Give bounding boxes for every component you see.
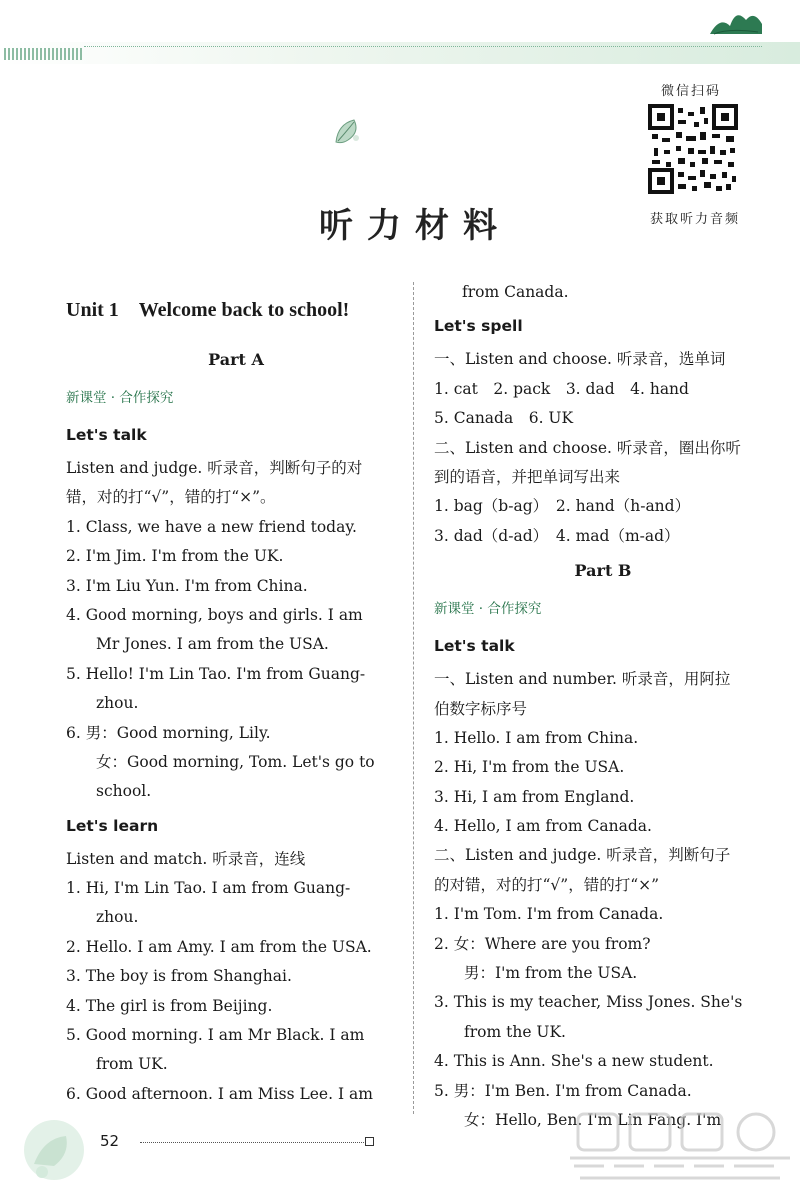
list-item: 6. Good afternoon. I am Miss Lee. I am	[66, 1084, 373, 1103]
list-item: 1. bag（b-ag） 2. hand（h-and）	[434, 497, 691, 516]
corner-decoration-icon	[14, 1108, 90, 1184]
instruction-text: 的对错，对的打“√”，错的打“×”	[434, 875, 660, 894]
qr-label: 微信扫码	[660, 84, 721, 99]
list-item: 2. Hi, I'm from the USA.	[434, 758, 625, 777]
list-item-continued: from the UK.	[464, 1022, 566, 1041]
list-item: 1. Hello. I am from China.	[434, 728, 639, 747]
left-column	[66, 278, 406, 1109]
list-item-continued: 女：Hello, Ben. I'm Lin Fang. I'm	[464, 1110, 722, 1129]
lets-talk-heading: Let's talk	[66, 426, 147, 444]
list-item: 3. I'm Liu Yun. I'm from China.	[66, 576, 308, 595]
instruction-text: 到的语音，并把单词写出来	[434, 467, 621, 486]
lets-learn-heading: Let's learn	[66, 816, 159, 835]
right-column	[434, 278, 772, 1135]
list-item-continued: from UK.	[96, 1055, 168, 1074]
lets-talk-heading: Let's talk	[434, 637, 515, 656]
instruction-text: Listen and judge. 听录音，判断句子的对	[66, 459, 363, 477]
list-item-continued: from Canada.	[462, 283, 569, 301]
instruction-text: 一、Listen and choose. 听录音，选单词	[434, 350, 726, 369]
instruction-text: Listen and match. 听录音，连线	[66, 849, 306, 868]
instruction-text: 一、Listen and number. 听录音，用阿拉	[434, 670, 731, 689]
list-item-continued: zhou.	[96, 694, 139, 713]
list-item: 3. dad（d-ad） 4. mad（m-ad）	[434, 526, 680, 545]
list-item: 2. Hello. I am Amy. I am from the USA.	[66, 937, 372, 956]
list-item-continued: 男：I'm from the USA.	[464, 964, 638, 983]
watermark-logo-icon	[560, 1108, 800, 1186]
footer-square-mark	[365, 1137, 374, 1146]
list-item: 5. Hello! I'm Lin Tao. I'm from Guang-	[66, 664, 366, 683]
header-stripe-decoration	[4, 48, 82, 60]
list-item: 6. 男：Good morning, Lily.	[66, 723, 271, 742]
list-item-continued: Mr Jones. I am from the USA.	[96, 635, 329, 654]
part-a-title: Part A	[208, 350, 264, 369]
instruction-text: 错，对的打“√”，错的打“×”。	[66, 488, 276, 507]
footer-dotted-line	[140, 1142, 364, 1143]
list-item: 3. Hi, I am from England.	[434, 787, 635, 806]
list-item: 2. 女：Where are you from?	[434, 934, 651, 953]
list-item: 1. Class, we have a new friend today.	[66, 517, 357, 536]
header-dotted-line	[84, 46, 762, 47]
list-item: 5. 男：I'm Ben. I'm from Canada.	[434, 1081, 692, 1100]
unit-title: Unit 1 Welcome back to school!	[66, 299, 350, 321]
list-item: 1. cat 2. pack 3. dad 4. hand	[434, 379, 689, 398]
section-banner: 新课堂 · 合作探究	[434, 601, 542, 618]
section-banner: 新课堂 · 合作探究	[66, 390, 174, 406]
qr-caption: 获取听力音频	[649, 212, 740, 227]
instruction-text: 伯数字标序号	[434, 699, 528, 718]
list-item: 3. The boy is from Shanghai.	[66, 967, 292, 986]
instruction-text: 二、Listen and judge. 听录音，判断句子	[434, 846, 731, 865]
list-item-continued: zhou.	[96, 908, 139, 927]
column-divider	[413, 282, 414, 1114]
part-b-title: Part B	[574, 561, 632, 581]
list-item: 4. The girl is from Beijing.	[66, 996, 273, 1015]
list-item-continued: school.	[96, 782, 152, 801]
page-number: 52	[100, 1132, 120, 1150]
list-item: 4. Good morning, boys and girls. I am	[66, 605, 363, 624]
qr-code-icon[interactable]	[648, 104, 738, 194]
list-item: 1. Hi, I'm Lin Tao. I am from Guang-	[66, 879, 351, 898]
list-item: 4. Hello, I am from Canada.	[434, 817, 652, 836]
leaf-ornament-icon	[330, 114, 366, 150]
leaf-decoration-icon	[708, 4, 764, 40]
lets-spell-heading: Let's spell	[434, 317, 523, 336]
list-item: 5. Canada 6. UK	[434, 409, 574, 428]
list-item: 3. This is my teacher, Miss Jones. She's	[434, 993, 743, 1012]
page-title: 听力材料	[319, 206, 511, 246]
list-item: 4. This is Ann. She's a new student.	[434, 1052, 714, 1071]
list-item-continued: 女：Good morning, Tom. Let's go to	[96, 752, 375, 771]
list-item: 5. Good morning. I am Mr Black. I am	[66, 1026, 365, 1045]
instruction-text: 二、Listen and choose. 听录音，圈出你听	[434, 438, 741, 457]
list-item: 2. I'm Jim. I'm from the UK.	[66, 547, 284, 566]
list-item: 1. I'm Tom. I'm from Canada.	[434, 905, 664, 924]
